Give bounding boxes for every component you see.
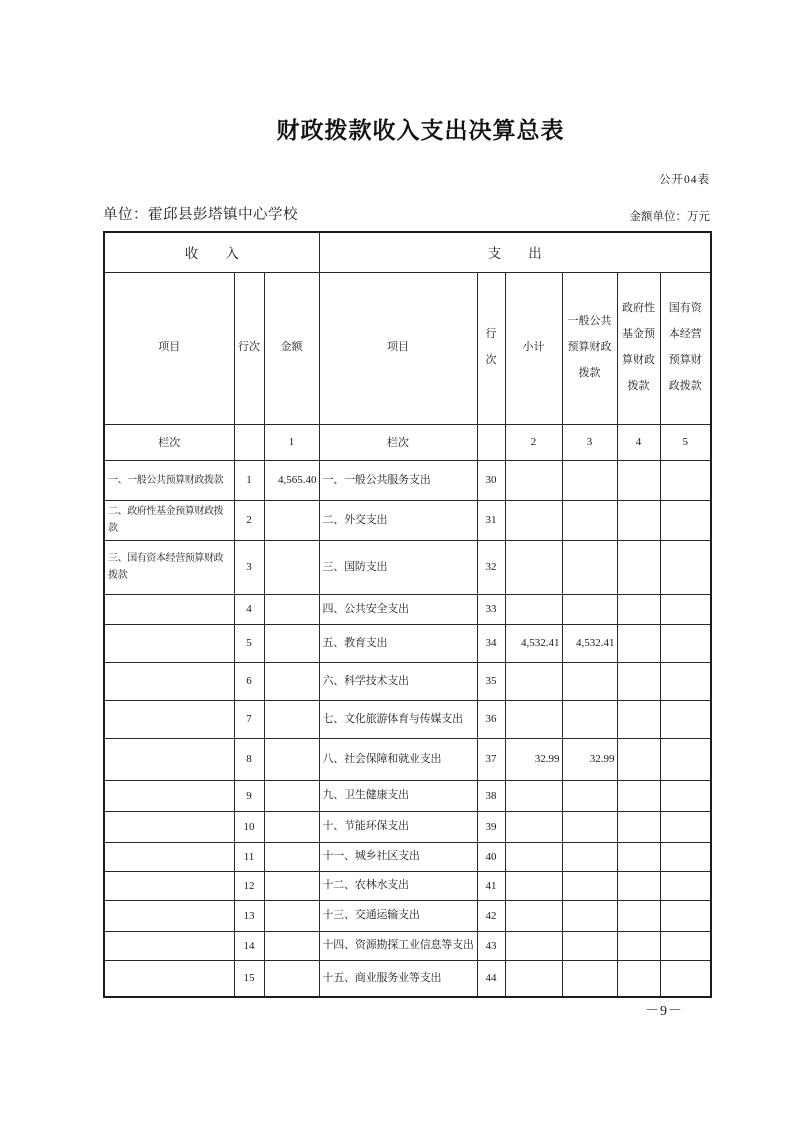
income-line-cell: 15	[234, 960, 264, 997]
expense-statecapital-cell	[660, 931, 711, 960]
expense-statecapital-cell	[660, 594, 711, 624]
table-row	[104, 811, 711, 842]
table-row	[104, 662, 711, 700]
expense-govfund-cell	[617, 460, 660, 500]
expense-general-budget-cell	[562, 931, 617, 960]
meta-row	[103, 203, 710, 224]
income-line-cell: 5	[234, 624, 264, 662]
document-content	[103, 0, 710, 998]
expense-govfund-cell	[617, 594, 660, 624]
expense-govfund-cell	[617, 960, 660, 997]
income-line-cell: 13	[234, 900, 264, 931]
expense-general-budget-cell	[562, 780, 617, 811]
expense-item-cell: 七、文化旅游体育与传媒支出	[319, 700, 477, 738]
index-cell	[477, 424, 505, 460]
income-line-cell: 14	[234, 931, 264, 960]
income-amount-cell	[264, 811, 319, 842]
income-item-cell	[104, 662, 234, 700]
index-cell: 4	[617, 424, 660, 460]
expense-item-header: 项目	[319, 272, 477, 424]
expense-item-cell: 九、卫生健康支出	[319, 780, 477, 811]
income-line-cell: 12	[234, 871, 264, 900]
expense-subtotal-cell	[505, 842, 562, 871]
expense-general-budget-cell	[562, 960, 617, 997]
page-title: 财政拨款收入支出决算总表	[276, 117, 565, 143]
expense-subtotal-cell	[505, 500, 562, 540]
income-amount-cell	[264, 700, 319, 738]
expense-statecapital-cell	[660, 738, 711, 780]
expense-subtotal-cell	[505, 460, 562, 500]
income-amount-cell	[264, 738, 319, 780]
expense-subtotal-cell	[505, 700, 562, 738]
income-amount-header: 金额	[264, 272, 319, 424]
income-item-cell	[104, 842, 234, 871]
income-item-cell	[104, 960, 234, 997]
income-line-cell: 1	[234, 460, 264, 500]
expense-line-cell: 32	[477, 540, 505, 594]
expense-statecapital-header: 国有资本经营预算财政拨款	[660, 272, 711, 424]
income-item-header: 项目	[104, 272, 234, 424]
expense-line-cell: 40	[477, 842, 505, 871]
expense-subtotal-cell	[505, 780, 562, 811]
expense-line-cell: 44	[477, 960, 505, 997]
expense-general-budget-cell	[562, 662, 617, 700]
expense-govfund-cell	[617, 624, 660, 662]
expense-item-cell: 十二、农林水支出	[319, 871, 477, 900]
index-cell	[234, 424, 264, 460]
expense-item-cell: 四、公共安全支出	[319, 594, 477, 624]
expense-general-budget-cell	[562, 900, 617, 931]
income-amount-cell	[264, 624, 319, 662]
expense-line-cell: 36	[477, 700, 505, 738]
table-row	[104, 624, 711, 662]
expense-general-budget-cell	[562, 700, 617, 738]
income-item-cell	[104, 931, 234, 960]
income-item-cell	[104, 780, 234, 811]
expense-general-budget-cell	[562, 460, 617, 500]
expense-line-cell: 34	[477, 624, 505, 662]
income-line-cell: 7	[234, 700, 264, 738]
table-row	[104, 842, 711, 871]
expense-item-cell: 三、国防支出	[319, 540, 477, 594]
income-amount-cell: 4,565.40	[264, 460, 319, 500]
expense-subtotal-cell	[505, 540, 562, 594]
table-row	[104, 931, 711, 960]
expense-line-cell: 35	[477, 662, 505, 700]
expense-subtotal-cell	[505, 900, 562, 931]
table-row	[104, 700, 711, 738]
income-item-cell	[104, 594, 234, 624]
expense-line-cell: 41	[477, 871, 505, 900]
expense-line-cell: 30	[477, 460, 505, 500]
expense-general-budget-cell	[562, 811, 617, 842]
expense-general-budget-header: 一般公共预算财政拨款	[562, 272, 617, 424]
expense-general-budget-cell	[562, 500, 617, 540]
column-index-row	[104, 424, 711, 460]
expense-item-cell: 一、一般公共服务支出	[319, 460, 477, 500]
income-amount-cell	[264, 780, 319, 811]
index-cell: 2	[505, 424, 562, 460]
column-header-row	[104, 272, 711, 424]
expense-line-cell: 42	[477, 900, 505, 931]
expense-subtotal-cell: 32.99	[505, 738, 562, 780]
expense-item-cell: 六、科学技术支出	[319, 662, 477, 700]
table-row	[104, 500, 711, 540]
expense-subtotal-cell	[505, 931, 562, 960]
expense-general-budget-cell: 4,532.41	[562, 624, 617, 662]
expense-general-budget-cell	[562, 594, 617, 624]
expense-item-cell: 八、社会保障和就业支出	[319, 738, 477, 780]
income-amount-cell	[264, 900, 319, 931]
index-cell: 3	[562, 424, 617, 460]
expense-line-header: 行次	[477, 272, 505, 424]
expense-line-cell: 31	[477, 500, 505, 540]
income-item-cell: 一、一般公共预算财政拨款	[104, 460, 234, 500]
expense-govfund-cell	[617, 900, 660, 931]
expense-statecapital-cell	[660, 460, 711, 500]
expense-govfund-cell	[617, 871, 660, 900]
expense-line-cell: 43	[477, 931, 505, 960]
income-line-cell: 6	[234, 662, 264, 700]
income-item-cell	[104, 871, 234, 900]
budget-table	[103, 231, 712, 998]
table-row	[104, 594, 711, 624]
table-row	[104, 460, 711, 500]
income-amount-cell	[264, 500, 319, 540]
table-row	[104, 871, 711, 900]
expense-item-cell: 五、教育支出	[319, 624, 477, 662]
income-line-cell: 8	[234, 738, 264, 780]
expense-subtotal-cell	[505, 871, 562, 900]
expense-general-budget-cell	[562, 540, 617, 594]
expense-line-cell: 33	[477, 594, 505, 624]
income-line-header: 行次	[234, 272, 264, 424]
expense-statecapital-cell	[660, 960, 711, 997]
income-amount-cell	[264, 662, 319, 700]
unit-label: 单位：霍邱县彭塔镇中心学校	[103, 207, 298, 223]
expense-item-cell: 十三、交通运输支出	[319, 900, 477, 931]
income-section-header: 收 入	[104, 232, 319, 272]
expense-item-cell: 十、节能环保支出	[319, 811, 477, 842]
table-row	[104, 738, 711, 780]
expense-item-cell: 十一、城乡社区支出	[319, 842, 477, 871]
expense-item-cell: 十四、资源勘探工业信息等支出	[319, 931, 477, 960]
income-line-cell: 4	[234, 594, 264, 624]
expense-govfund-cell	[617, 780, 660, 811]
expense-general-budget-cell: 32.99	[562, 738, 617, 780]
expense-statecapital-cell	[660, 900, 711, 931]
expense-govfund-cell	[617, 540, 660, 594]
form-number-label: 公开04表	[659, 174, 710, 186]
expense-statecapital-cell	[660, 871, 711, 900]
income-amount-cell	[264, 594, 319, 624]
expense-line-cell: 39	[477, 811, 505, 842]
expense-govfund-cell	[617, 500, 660, 540]
expense-statecapital-cell	[660, 500, 711, 540]
expense-govfund-cell	[617, 738, 660, 780]
income-amount-cell	[264, 931, 319, 960]
expense-subtotal-cell	[505, 811, 562, 842]
expense-govfund-cell	[617, 811, 660, 842]
income-amount-cell	[264, 960, 319, 997]
expense-item-cell: 二、外交支出	[319, 500, 477, 540]
table-row	[104, 780, 711, 811]
income-line-cell: 11	[234, 842, 264, 871]
table-row	[104, 960, 711, 997]
expense-section-header: 支 出	[319, 232, 711, 272]
expense-subtotal-cell	[505, 594, 562, 624]
income-amount-cell	[264, 842, 319, 871]
table-body	[104, 460, 711, 997]
page-number: －9－	[645, 1004, 683, 1019]
index-cell: 1	[264, 424, 319, 460]
income-amount-cell	[264, 540, 319, 594]
expense-statecapital-cell	[660, 540, 711, 594]
expense-general-budget-cell	[562, 871, 617, 900]
expense-line-cell: 38	[477, 780, 505, 811]
expense-statecapital-cell	[660, 662, 711, 700]
income-item-cell	[104, 738, 234, 780]
expense-item-cell: 十五、商业服务业等支出	[319, 960, 477, 997]
table-row	[104, 540, 711, 594]
section-header-row	[104, 232, 711, 272]
expense-govfund-cell	[617, 931, 660, 960]
income-item-cell	[104, 900, 234, 931]
expense-govfund-cell	[617, 700, 660, 738]
income-line-cell: 9	[234, 780, 264, 811]
index-cell: 5	[660, 424, 711, 460]
table-row	[104, 900, 711, 931]
income-line-cell: 10	[234, 811, 264, 842]
expense-statecapital-cell	[660, 780, 711, 811]
income-item-cell	[104, 811, 234, 842]
income-line-cell: 3	[234, 540, 264, 594]
expense-line-cell: 37	[477, 738, 505, 780]
expense-statecapital-cell	[660, 624, 711, 662]
income-item-cell: 三、国有资本经营预算财政拨款	[104, 540, 234, 594]
expense-subtotal-cell	[505, 960, 562, 997]
expense-subtotal-cell	[505, 662, 562, 700]
expense-statecapital-cell	[660, 700, 711, 738]
income-item-cell	[104, 700, 234, 738]
expense-govfund-cell	[617, 842, 660, 871]
expense-general-budget-cell	[562, 842, 617, 871]
amount-unit-label: 金额单位：万元	[629, 211, 710, 223]
income-item-cell	[104, 624, 234, 662]
index-cell: 栏次	[104, 424, 234, 460]
income-amount-cell	[264, 871, 319, 900]
expense-govfund-cell	[617, 662, 660, 700]
income-item-cell: 二、政府性基金预算财政拨款	[104, 500, 234, 540]
expense-statecapital-cell	[660, 811, 711, 842]
income-line-cell: 2	[234, 500, 264, 540]
expense-govfund-header: 政府性基金预算财政拨款	[617, 272, 660, 424]
expense-statecapital-cell	[660, 842, 711, 871]
expense-subtotal-cell: 4,532.41	[505, 624, 562, 662]
index-cell: 栏次	[319, 424, 477, 460]
expense-subtotal-header: 小计	[505, 272, 562, 424]
